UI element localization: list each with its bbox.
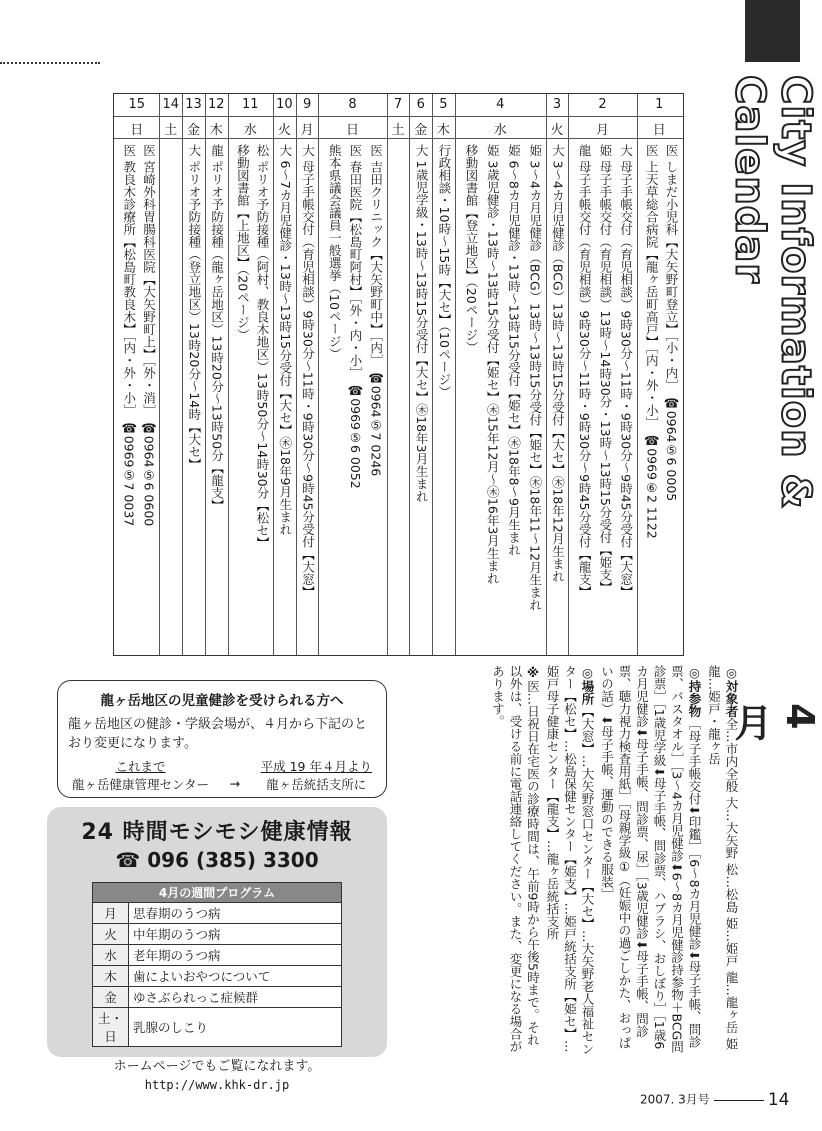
arrow-icon: → bbox=[229, 776, 241, 791]
calendar-event: 行政相談・10時～15時【大セ】（10ページ） bbox=[436, 144, 452, 398]
calendar-date: 4 bbox=[496, 97, 505, 112]
before-value: 龍ヶ岳健康管理センター bbox=[72, 777, 210, 792]
calendar-date: 10 bbox=[276, 97, 293, 112]
calendar-event: 医 教良木診療所【松島町教良木】［内・外・小］ ☎0969⑤7 0037 bbox=[121, 144, 137, 527]
page-number: 14 bbox=[767, 1090, 790, 1110]
calendar-date: 11 bbox=[242, 97, 259, 112]
calendar-event: 大 母子手帳交付（育児相談）9時30分～11時・9時30分～9時45分受付【大窓】 bbox=[618, 144, 634, 598]
calendar-event: 移動図書館【登立地区】（20ページ） bbox=[464, 144, 480, 354]
homepage-url[interactable]: http://www.khk-dr.jp bbox=[144, 1078, 290, 1092]
program-day: 月 bbox=[93, 903, 129, 924]
calendar-weekday: 水 bbox=[243, 123, 257, 138]
calendar-event: 大 1歳児学級・13時～13時15分受付【大セ】㊍18年3月生まれ bbox=[414, 144, 430, 503]
calendar-event: 龍 ポリオ予防接種（龍ヶ岳地区）13時20分～13時50分【龍支】 bbox=[209, 144, 225, 512]
legend-notes bbox=[410, 665, 740, 1055]
calendar-event: 医 上天草総合病院【龍ヶ岳町高戸】［内・外・小］ ☎0969⑥2 1122 bbox=[644, 144, 660, 539]
homepage-note: ホームページでもご覧になれます。 bbox=[113, 1059, 321, 1074]
calendar-weekday: 火 bbox=[277, 123, 291, 138]
calendar-column-rule bbox=[228, 94, 229, 655]
calendar-event: 医 吉田クリニック【大矢野町中】［内］ ☎0964⑤7 0246 bbox=[368, 144, 384, 477]
legend-text: 医…日祝日在宅医の診療時間は、午前9時から午後5時まで。それ以外は、受ける前に電話連絡してください。また、変更になる場合があります。 bbox=[490, 665, 541, 1053]
calendar-weekday: 木 bbox=[436, 123, 450, 138]
calendar-weekday: 月 bbox=[595, 123, 609, 138]
calendar-event: 龍 母子手帳交付（育児相談）9時30分～11時・9時30分～9時45分受付【龍支】 bbox=[577, 144, 593, 598]
program-row bbox=[93, 1008, 342, 1047]
calendar-weekday: 土 bbox=[164, 123, 178, 138]
calendar-date: 12 bbox=[207, 97, 225, 112]
health-title: 24 時間モシモシ健康情報 bbox=[81, 820, 353, 845]
calendar-weekday: 日 bbox=[130, 123, 144, 138]
calendar-header-rule bbox=[114, 116, 683, 117]
calendar-date: 3 bbox=[552, 97, 562, 112]
legend-paragraph bbox=[544, 665, 597, 1055]
after-value: 龍ヶ岳統括支所に bbox=[266, 777, 367, 792]
legend-heading: ※ bbox=[525, 665, 541, 680]
calendar-event: 医 春田医院【松島町阿村】［外・内・小］ ☎0969⑤6 0052 bbox=[347, 144, 363, 489]
calendar-column-rule bbox=[409, 94, 410, 655]
program-row bbox=[93, 924, 342, 945]
calendar-date: 14 bbox=[162, 97, 180, 112]
legend-paragraph bbox=[489, 665, 542, 1055]
legend-paragraph bbox=[705, 665, 740, 1055]
calendar-column-rule bbox=[296, 94, 297, 655]
calendar-event: 移動図書館【上地区】（20ページ） bbox=[235, 144, 251, 342]
legend-text: 【大窓】…大矢野窓口センター【大セ】…大矢野老人福祉センター【松セ】…松島保健センター【姫支】…姫戸統括支所【姫セ】…姫戸母子健康センター【龍支】…龍ヶ岳統括支所 bbox=[545, 665, 595, 1055]
calendar-column-rule bbox=[637, 94, 638, 655]
program-row bbox=[93, 903, 342, 924]
after-label: 平成 19 年４月より bbox=[260, 759, 372, 774]
legend-paragraph bbox=[598, 665, 703, 1055]
program-day: 火 bbox=[93, 924, 129, 945]
notice-box bbox=[57, 680, 387, 798]
program-day: 水 bbox=[93, 945, 129, 966]
calendar-weekday: 火 bbox=[550, 123, 564, 138]
calendar-event: 大 3～4カ月児健診（BCG）13時～13時15分受付【大セ】㊍18年12月生まれ bbox=[550, 144, 566, 583]
calendar-weekday: 金 bbox=[187, 123, 201, 138]
program-day: 木 bbox=[93, 966, 129, 987]
header-block bbox=[745, 0, 800, 62]
calendar-event: 姫 母子手帳交付（育児相談）13時～14時30分・13時～13時15分受付【姫支】 bbox=[597, 144, 613, 594]
notice-change bbox=[68, 757, 376, 793]
legend-heading: ◎対象者 bbox=[724, 665, 739, 718]
calendar-date: 2 bbox=[598, 97, 607, 112]
legend-heading: ◎場所 bbox=[580, 665, 595, 705]
calendar-column-rule bbox=[182, 94, 183, 655]
calendar-event: 姫 3～4カ月児健診（BCG）13時～13時15分受付【姫セ】㊍18年11～12月生まれ bbox=[527, 144, 543, 612]
program-row bbox=[93, 966, 342, 987]
calendar-column-rule bbox=[387, 94, 388, 655]
calendar-column-rule bbox=[273, 94, 274, 655]
program-topic: 老年期のうつ病 bbox=[129, 945, 342, 966]
legend-text: ［母子手帳交付⬇印鑑］［6～8カ月児健診⬇母子手帳、問診票、バスタオル］［3～4カ月児健診⬇6～8カ月児健診持参物＋BCG問診票］［1歳児学級⬇母子手帳、問診票、ハブラシ、おしぼり］［1歳6カ月児健診⬇母子手帳、問診票、尿］［3歳児健診⬇母子手帳、問診票、聴力視力検査用紙］［母親学級①（妊娠中の過ごしかた、おっぱいの話）⬇母子手帳、運動のできる服装］ bbox=[599, 665, 702, 1053]
calendar-event: 医 しまだ小児科【大矢野町登立】［小・内］ ☎0964⑤6 0005 bbox=[664, 144, 679, 502]
calendar-date: 6 bbox=[416, 97, 425, 112]
calendar-column-rule bbox=[159, 94, 160, 655]
footer-rule bbox=[714, 1100, 764, 1101]
program-row bbox=[93, 945, 342, 966]
calendar-event: 姫 3歳児健診・13時～13時15分受付【姫セ】㊍15年12月～㊍16年3月生まれ bbox=[485, 144, 501, 585]
page-footer bbox=[640, 1090, 789, 1110]
calendar-event: 医 宮崎外科胃腸科医院【大矢野町上】［外・消］ ☎0964⑤6 0600 bbox=[141, 144, 157, 527]
calendar-column-rule bbox=[432, 94, 433, 655]
calendar-date: 8 bbox=[348, 97, 357, 112]
program-caption: 4月の週間プログラム bbox=[93, 883, 342, 903]
event-calendar bbox=[113, 93, 684, 656]
calendar-date: 1 bbox=[655, 97, 664, 112]
health-info-box bbox=[47, 807, 387, 1092]
calendar-column-rule bbox=[455, 94, 456, 655]
health-phone: ☎ 096 (385) 3300 bbox=[115, 848, 319, 872]
program-day: 金 bbox=[93, 987, 129, 1008]
issue-label: 2007. 3月号 bbox=[640, 1092, 710, 1107]
calendar-event: 大 6～7カ月児健診・13時～13時15分受付【大セ】㊍18年9月生まれ bbox=[277, 144, 293, 536]
notice-body: 龍ヶ岳地区の健診・学級会場が、４月から下記のとおり変更になります。 bbox=[68, 717, 368, 751]
program-topic: 思春期のうつ病 bbox=[129, 903, 342, 924]
calendar-column-rule bbox=[568, 94, 569, 655]
calendar-date: 15 bbox=[128, 97, 145, 112]
calendar-event: 大 母子手帳交付（育児相談）9時30分～11時・9時30分～9時45分受付【大窓】 bbox=[300, 144, 316, 598]
calendar-weekday: 水 bbox=[493, 123, 507, 138]
program-row bbox=[93, 987, 342, 1008]
program-topic: 歯によいおやつについて bbox=[129, 966, 342, 987]
calendar-column-rule bbox=[318, 94, 319, 655]
calendar-date: 9 bbox=[302, 97, 312, 112]
page-title: City Information & Calendar 4月 bbox=[726, 75, 822, 743]
calendar-weekday: 月 bbox=[300, 123, 314, 138]
calendar-weekday: 土 bbox=[391, 123, 405, 138]
calendar-weekday: 金 bbox=[414, 123, 428, 138]
legend-text: 全…市内全般 大…大矢野 松…松島 姫…姫戸 龍…龍ヶ岳 姫龍…姫戸・龍ヶ岳 bbox=[706, 665, 739, 1050]
dotted-rule bbox=[0, 62, 100, 64]
calendar-date: 13 bbox=[185, 97, 202, 112]
program-topic: 乳腺のしこり bbox=[129, 1008, 342, 1047]
calendar-header-rule bbox=[114, 138, 683, 139]
calendar-event: 姫 6～8カ月児健診・13時～13時15分受付【姫セ】㊍18年8～9月生まれ bbox=[506, 144, 522, 556]
calendar-column-rule bbox=[205, 94, 206, 655]
program-day: 土・日 bbox=[93, 1008, 129, 1047]
before-label: これまで bbox=[115, 759, 166, 774]
program-topic: 中年期のうつ病 bbox=[129, 924, 342, 945]
calendar-event: 熊本県議会議員一般選挙（10ページ） bbox=[327, 144, 343, 360]
legend-heading: ◎持参物 bbox=[687, 665, 702, 718]
notice-title: 龍ヶ岳地区の児童健診を受けられる方へ bbox=[100, 693, 344, 709]
program-topic: ゆさぶられっこ症候群 bbox=[129, 987, 342, 1008]
calendar-date: 5 bbox=[439, 97, 448, 112]
calendar-weekday: 木 bbox=[209, 123, 223, 138]
calendar-column-rule bbox=[546, 94, 547, 655]
calendar-weekday: 日 bbox=[652, 123, 666, 138]
calendar-event: 松 ポリオ予防接種（阿村、教良木地区）13時50分～14時30分【松セ】 bbox=[255, 144, 271, 550]
calendar-date: 7 bbox=[393, 97, 403, 112]
calendar-weekday: 日 bbox=[346, 123, 360, 138]
program-table bbox=[92, 882, 342, 1047]
calendar-event: 大 ポリオ予防接種（登立地区）13時20分～14時【大セ】 bbox=[186, 144, 202, 471]
